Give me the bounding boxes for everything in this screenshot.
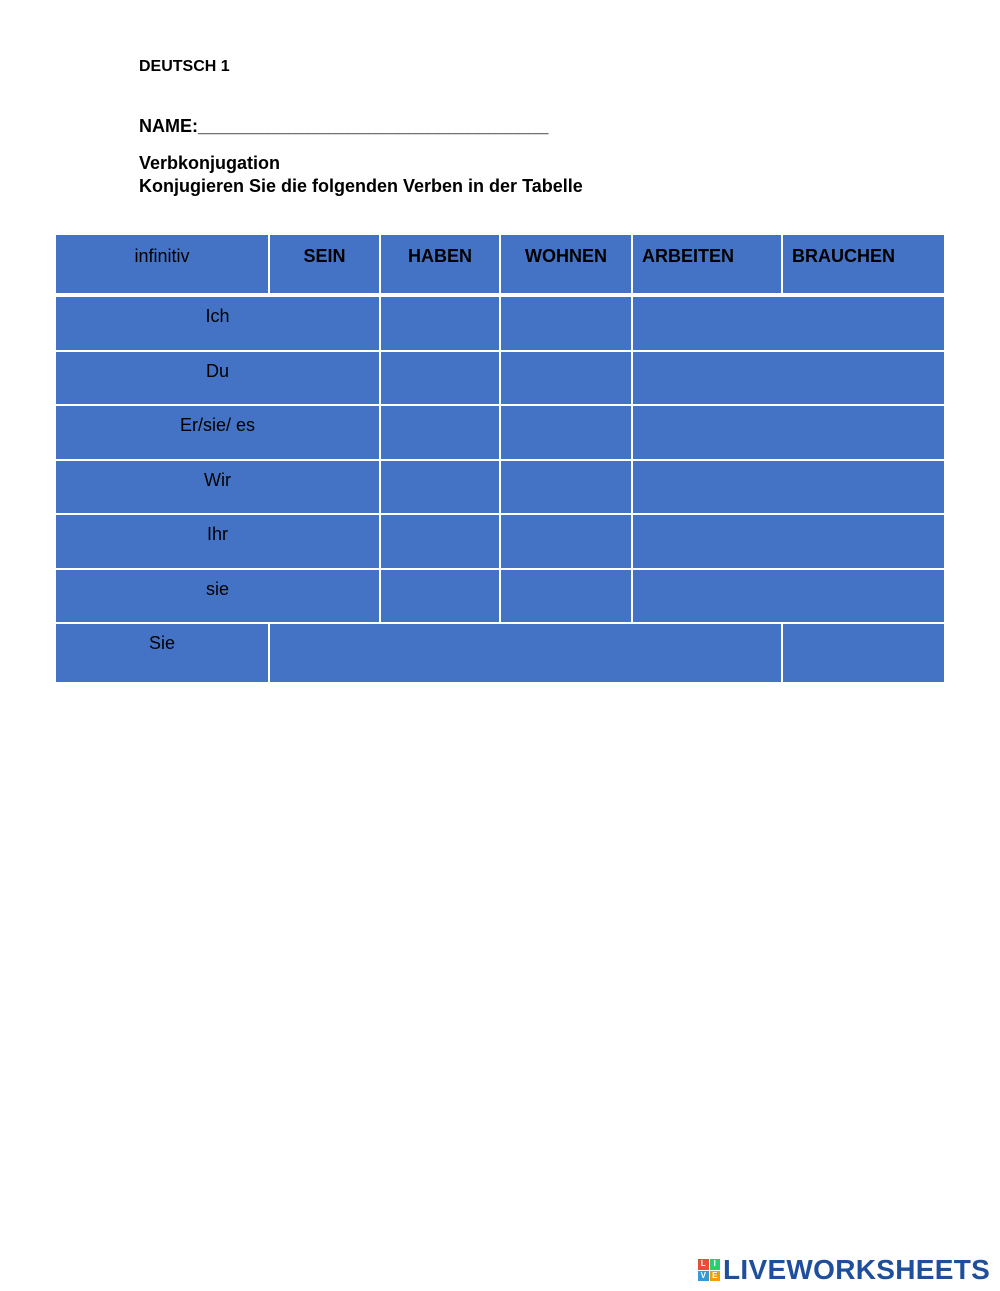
answer-cell[interactable] [381,297,499,350]
worksheet-heading [139,152,583,198]
answer-cell[interactable] [501,515,631,568]
infinitive-header: infinitiv [56,235,268,293]
pronoun-cell-wir: Wir [56,461,379,513]
pronoun-cell-sie-formal: Sie [56,624,268,682]
answer-cell[interactable] [501,352,631,404]
answer-cell[interactable] [501,406,631,459]
answer-cell[interactable] [381,461,499,513]
answer-cell[interactable] [633,461,944,513]
answer-cell[interactable] [381,570,499,622]
pronoun-cell-er-sie-es: Er/sie/ es [56,406,379,459]
answer-cell[interactable] [381,515,499,568]
name-field[interactable]: NAME:___________________________________ [139,116,549,136]
answer-cell[interactable] [633,515,944,568]
logo-text: LIVEWORKSHEETS [723,1254,991,1285]
pronoun-cell-ihr: Ihr [56,515,379,568]
answer-cell[interactable] [633,406,944,459]
answer-cell[interactable] [270,624,781,682]
answer-cell[interactable] [381,352,499,404]
course-title: DEUTSCH 1 [139,58,230,75]
answer-cell[interactable] [633,570,944,622]
pronoun-cell-ich: Ich [56,297,379,350]
pronoun-cell-sie-plural: sie [56,570,379,622]
answer-cell[interactable] [783,624,944,682]
worksheet-instruction: Konjugieren Sie die folgenden Verben in der Tabelle [139,176,583,196]
answer-cell[interactable] [381,406,499,459]
answer-cell[interactable] [501,461,631,513]
answer-cell[interactable] [633,297,944,350]
answer-cell[interactable] [633,352,944,404]
verb-header-arbeiten: ARBEITEN [633,235,781,293]
verb-header-brauchen: BRAUCHEN [783,235,944,293]
answer-cell[interactable] [501,297,631,350]
answer-cell[interactable] [501,570,631,622]
liveworksheets-logo [698,1256,990,1284]
verb-header-wohnen: WOHNEN [501,235,631,293]
verb-header-haben: HABEN [381,235,499,293]
pronoun-cell-du: Du [56,352,379,404]
logo-mark-icon: L I V E [698,1259,720,1281]
verb-header-sein: SEIN [270,235,379,293]
worksheet-title: Verbkonjugation [139,153,281,173]
